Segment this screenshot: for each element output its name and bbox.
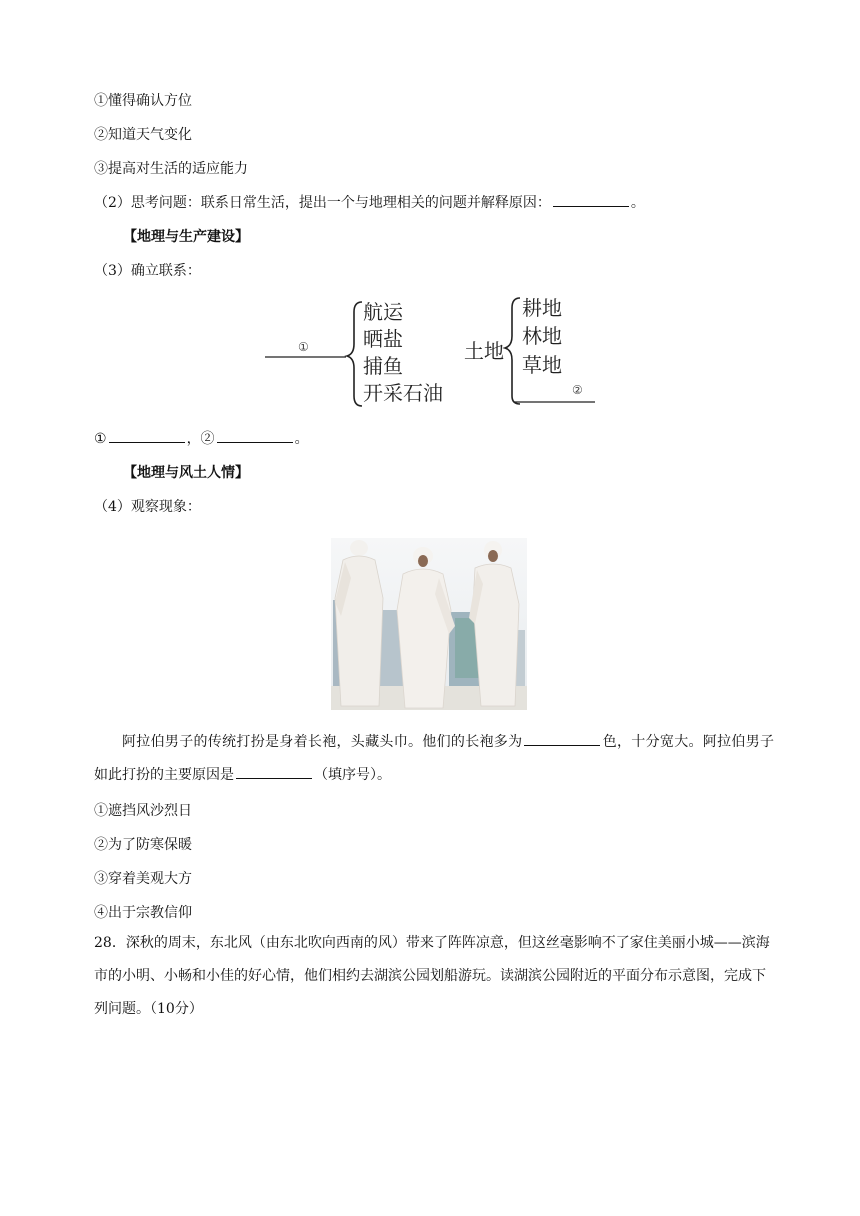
section-heading-production: 【地理与生产建设】 [123, 229, 249, 245]
q4-part-1: 阿拉伯男子的传统打扮是身着长袍，头藏头巾。他们的长袍多为 [122, 734, 523, 750]
answer-end: 。 [294, 431, 309, 447]
option-2: ②知道天气变化 [94, 127, 192, 143]
left-brace [347, 302, 362, 406]
left-item-3: 捕鱼 [363, 354, 403, 378]
right-item-3: 草地 [522, 353, 562, 377]
right-item-1: 耕地 [522, 296, 562, 320]
left-item-2: 晒盐 [363, 327, 403, 351]
question-4-label: （4）观察现象： [94, 499, 201, 515]
center-label: 土地 [464, 339, 504, 363]
option-3: ③提高对生活的适应能力 [94, 161, 248, 177]
left-item-1: 航运 [363, 300, 403, 324]
answer-blank[interactable] [553, 192, 629, 207]
option-1: ①懂得确认方位 [94, 93, 192, 109]
question-4-text [94, 726, 774, 792]
left-item-4: 开采石油 [363, 381, 443, 405]
option-4-4: ④出于宗教信仰 [94, 905, 192, 921]
option-4-3: ③穿着美观大方 [94, 871, 192, 887]
relation-diagram [262, 294, 602, 410]
question-2-text: （2）思考问题：联系日常生活，提出一个与地理相关的问题并解释原因： [94, 195, 551, 211]
answer-separator: ，② [186, 431, 215, 447]
answer-1-label: ① [94, 431, 107, 447]
arab-men-photo [331, 538, 527, 710]
question-2 [94, 192, 645, 212]
right-brace [505, 298, 520, 404]
option-4-2: ②为了防寒保暖 [94, 837, 192, 853]
right-item-2: 林地 [522, 324, 562, 348]
question-2-end: 。 [630, 195, 645, 211]
question-3-label: （3）确立联系： [94, 263, 201, 279]
question-3-answers [94, 428, 309, 448]
answer-blank-reason[interactable] [236, 764, 312, 779]
left-blank-label: ① [298, 340, 309, 354]
q4-part-3: （填序号）。 [314, 767, 391, 783]
q4-part-2: 色，十分宽大。阿拉伯男子如此打扮的主要原因是 [94, 734, 775, 783]
section-heading-customs: 【地理与风土人情】 [123, 465, 249, 481]
answer-blank-color[interactable] [524, 731, 600, 746]
answer-blank-1[interactable] [109, 428, 185, 443]
right-blank-label: ② [572, 383, 583, 397]
option-4-1: ①遮挡风沙烈日 [94, 803, 192, 819]
answer-blank-2[interactable] [217, 428, 293, 443]
question-28: 28．深秋的周末，东北风（由东北吹向西南的风）带来了阵阵凉意，但这丝毫影响不了家住美丽小城——滨海市的小明、小畅和小佳的好心情，他们相约去湖滨公园划船游玩。读湖滨公园附近的平面分布示意图，完成下列问题。（10分） [94, 935, 770, 1017]
